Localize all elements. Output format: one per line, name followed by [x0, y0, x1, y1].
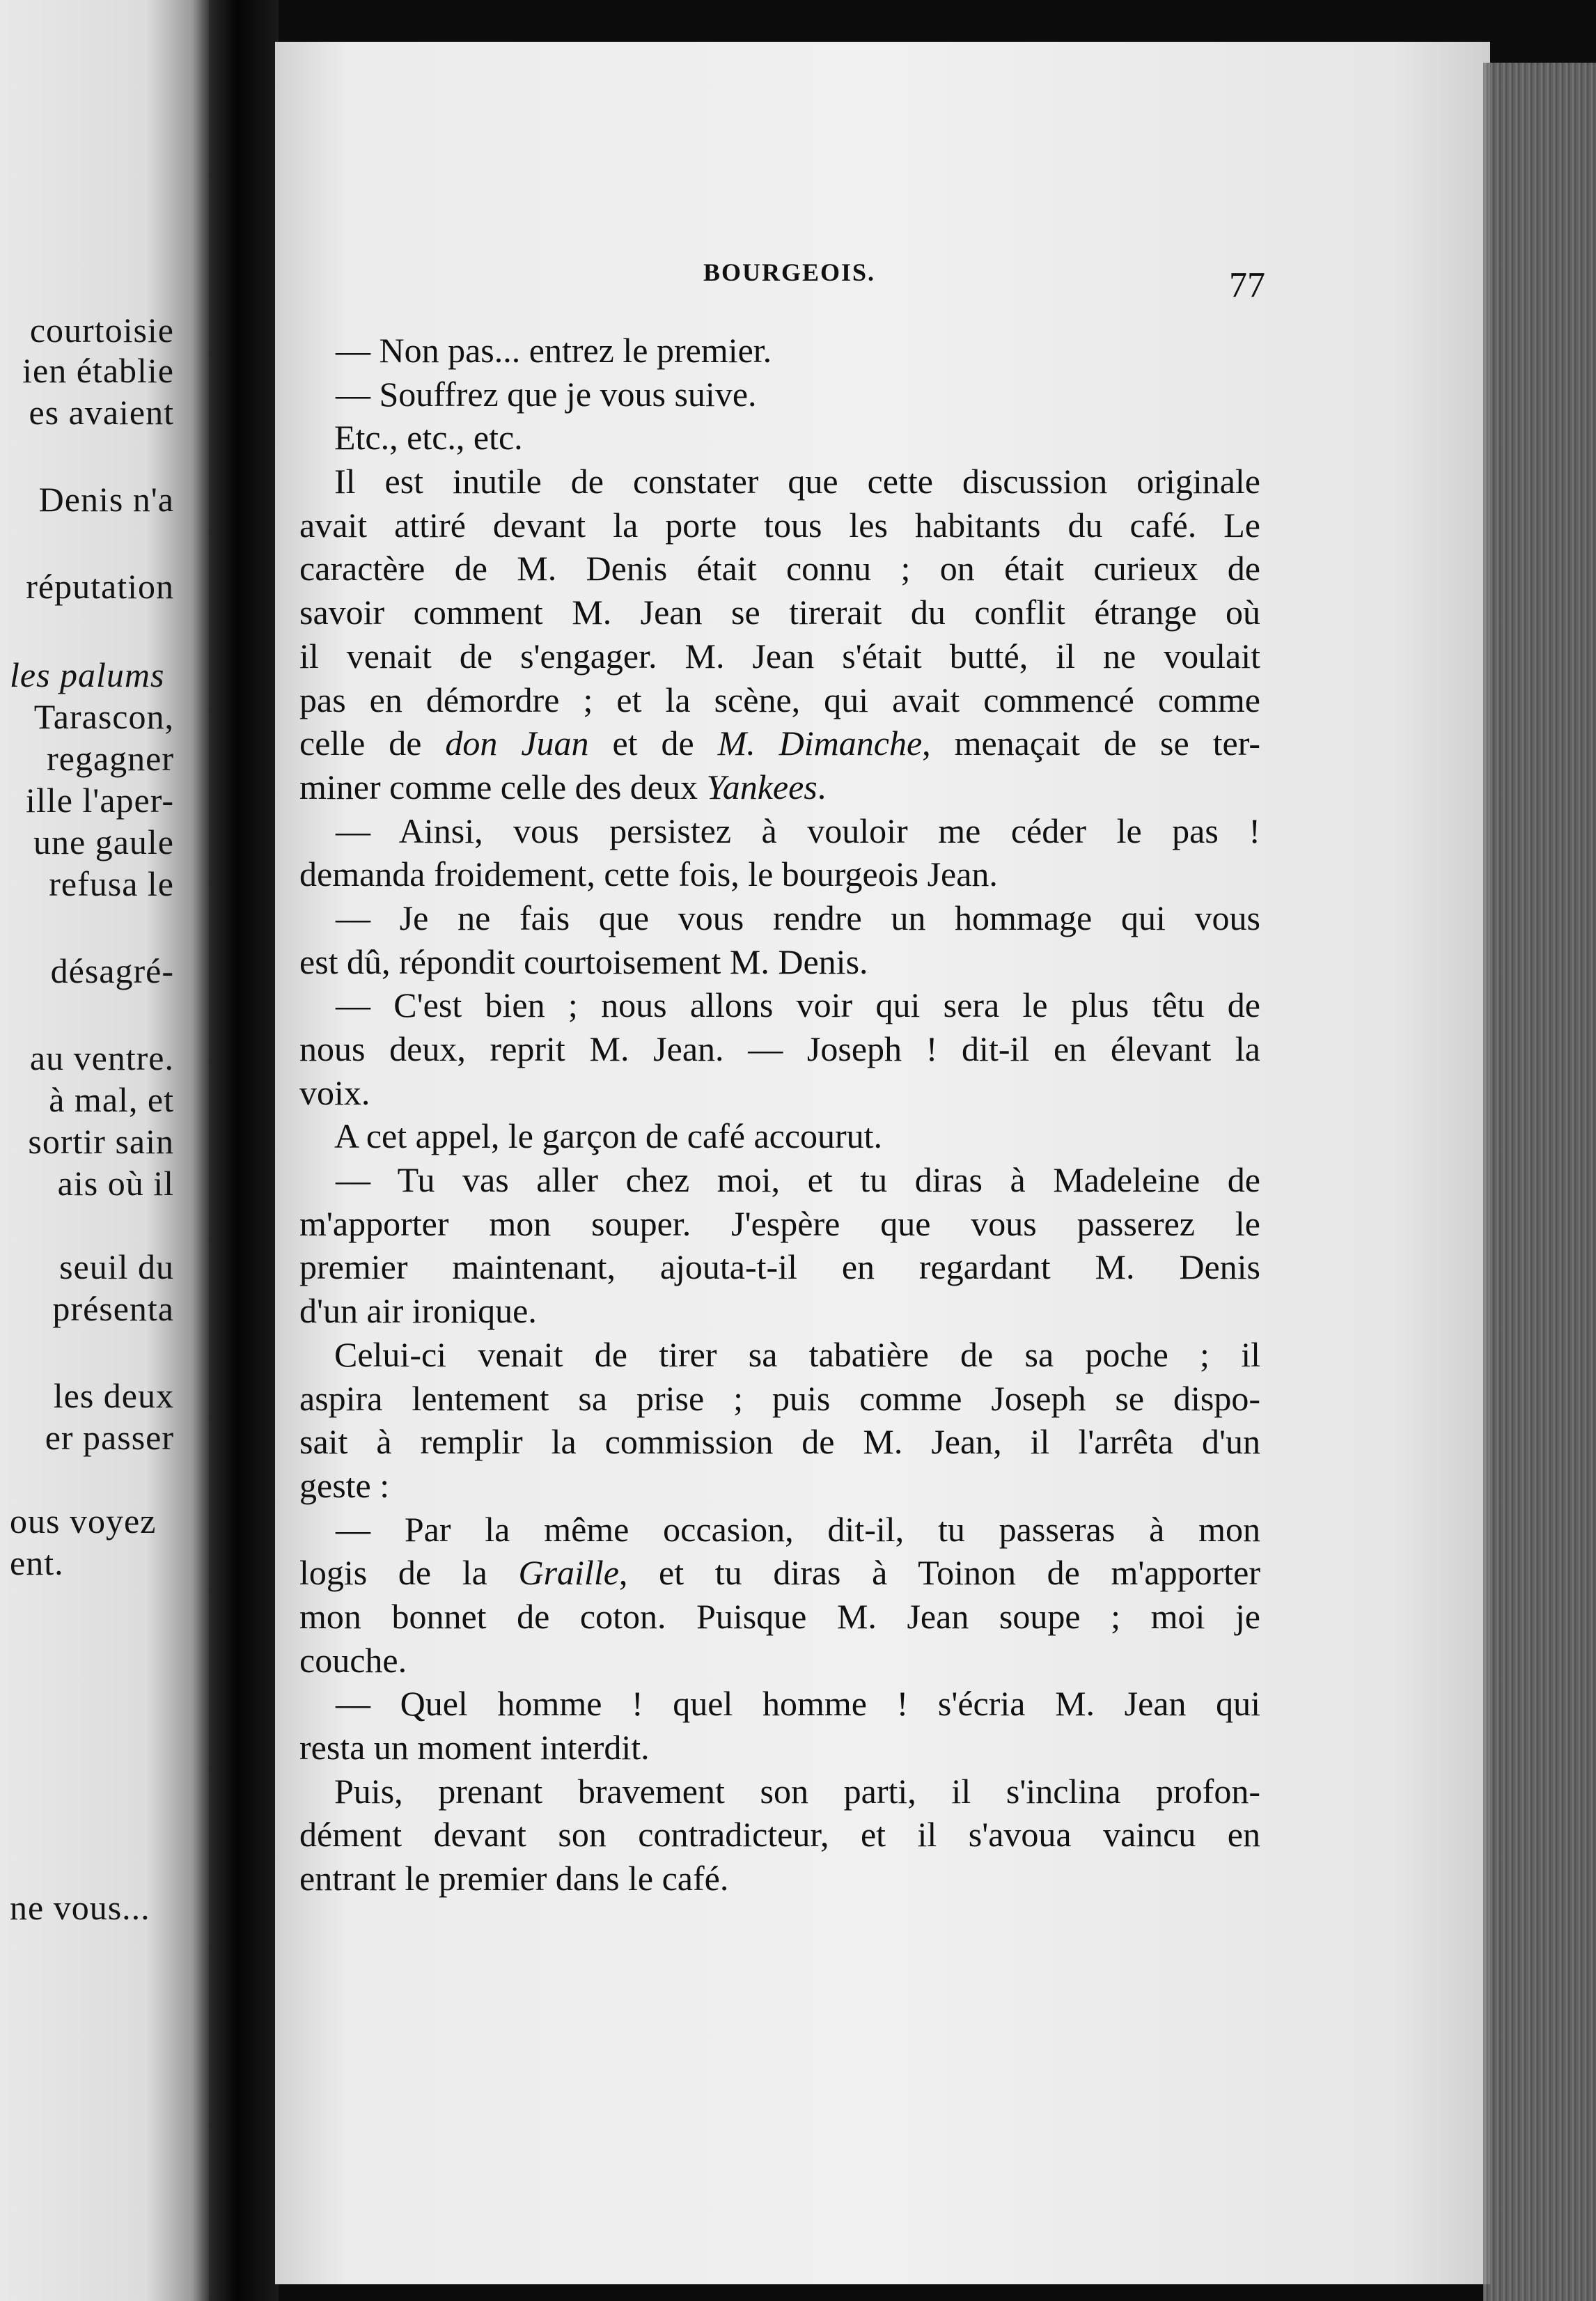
previous-page-line: seuil du — [59, 1247, 174, 1286]
text-run: , et tu diras à Toinon de m'apporter — [618, 1553, 1260, 1593]
previous-page-line: ais où il — [57, 1164, 174, 1203]
text-line: — C'est bien ; nous allons voir qui sera le plus têtu de — [336, 985, 1260, 1025]
text-run: logis de la — [299, 1553, 519, 1593]
text-line: geste : — [299, 1465, 390, 1505]
italic-run: M. Dimanche — [717, 724, 923, 763]
previous-page-line: à mal, et — [49, 1080, 174, 1119]
previous-page-line: ien établie — [22, 351, 174, 390]
previous-page-line: désagré- — [50, 951, 174, 990]
text-line: Celui-ci venait de tirer sa tabatière de sa poche ; il — [334, 1334, 1260, 1374]
previous-page-line: sortir sain — [28, 1122, 174, 1161]
previous-page — [0, 0, 209, 2301]
previous-page-line: er passer — [45, 1418, 174, 1457]
previous-page-line: les deux — [53, 1376, 174, 1415]
page-fore-edge — [1483, 63, 1596, 2301]
text-line: demanda froidement, cette fois, le bourgeois Jean. — [299, 855, 998, 894]
text-run: miner comme celle des deux — [299, 767, 707, 806]
text-line: pas en démordre ; et la scène, qui avait commencé comme — [299, 680, 1260, 719]
text-line — [299, 722, 1260, 765]
text-line: — Tu vas aller chez moi, et tu diras à Madeleine de — [336, 1160, 1260, 1200]
text-line: — Ainsi, vous persistez à vouloir me céder le pas ! — [336, 811, 1260, 850]
previous-page-line: réputation — [26, 567, 174, 606]
text-run: . — [817, 767, 827, 806]
page-number: 77 — [1229, 265, 1265, 305]
text-line: avait attiré devant la porte tous les habitants du café. Le — [299, 505, 1260, 545]
previous-page-line: es avaient — [29, 393, 174, 432]
previous-page-line: ille l'aper- — [26, 781, 174, 820]
previous-page-line: ent. — [10, 1543, 64, 1582]
text-line: — Non pas... entrez le premier. — [336, 331, 772, 370]
previous-page-line: ne vous... — [10, 1888, 150, 1927]
text-line: sait à remplir la commission de M. Jean, il l'arrêta d'un — [299, 1422, 1260, 1462]
text-line: Etc., etc., etc. — [334, 418, 523, 458]
text-line: Puis, prenant bravement son parti, il s'inclina profon- — [334, 1771, 1260, 1811]
previous-page-line: ous voyez — [10, 1502, 157, 1540]
book-gutter — [209, 0, 279, 2301]
text-line: — Par la même occasion, dit-il, tu passeras à mon — [336, 1509, 1260, 1549]
previous-page-line: présenta — [52, 1289, 174, 1328]
text-line: premier maintenant, ajouta-t-il en regardant M. Denis — [299, 1247, 1260, 1287]
text-line: — Souffrez que je vous suive. — [336, 374, 757, 414]
text-line: A cet appel, le garçon de café accourut. — [334, 1116, 883, 1156]
text-line: mon bonnet de coton. Puisque M. Jean soupe ; moi je — [299, 1596, 1260, 1636]
italic-run: Yankees — [706, 767, 817, 806]
previous-page-line: Tarascon, — [33, 697, 174, 736]
previous-page-line: regagner — [47, 739, 174, 778]
italic-run: Graille — [518, 1553, 619, 1593]
previous-page-line: une gaule — [33, 822, 174, 861]
text-line: d'un air ironique. — [299, 1291, 537, 1331]
previous-page-line: au ventre. — [29, 1038, 174, 1077]
text-line: savoir comment M. Jean se tirerait du conflit étrange où — [299, 593, 1260, 632]
text-run: celle de — [299, 724, 446, 763]
text-run: et de — [588, 724, 718, 763]
previous-page-line: Denis n'a — [38, 480, 174, 519]
text-line: — Je ne fais que vous rendre un hommage qui vous — [336, 898, 1260, 937]
text-line: aspira lentement sa prise ; puis comme Joseph se dispo- — [299, 1378, 1260, 1418]
text-line: voix. — [299, 1072, 370, 1112]
text-line: couche. — [299, 1640, 407, 1680]
text-line: dément devant son contradicteur, et il s'avoua vaincu en — [299, 1815, 1260, 1855]
text-line: resta un moment interdit. — [299, 1728, 650, 1767]
text-line: m'apporter mon souper. J'espère que vous passerez le — [299, 1203, 1260, 1243]
previous-page-line: refusa le — [49, 864, 174, 903]
text-line: nous deux, reprit M. Jean. — Joseph ! dit-il en élevant la — [299, 1029, 1260, 1068]
text-line — [299, 1551, 1260, 1595]
text-line: entrant le premier dans le café. — [299, 1859, 729, 1898]
text-run: , menaçait de se ter- — [922, 724, 1261, 763]
text-line — [299, 765, 1260, 809]
text-line: est dû, répondit courtoisement M. Denis. — [299, 942, 868, 981]
page-body — [299, 329, 1260, 1901]
text-line: Il est inutile de constater que cette discussion originale — [334, 462, 1260, 501]
italic-run: don Juan — [445, 724, 589, 763]
previous-page-line: les palums — [10, 655, 165, 694]
running-head: BOURGEOIS. — [703, 258, 876, 286]
previous-page-line: courtoisie — [29, 311, 174, 350]
text-line: — Quel homme ! quel homme ! s'écria M. Jean qui — [336, 1684, 1260, 1724]
text-line: caractère de M. Denis était connu ; on était curieux de — [299, 549, 1260, 588]
text-line: il venait de s'engager. M. Jean s'était butté, il ne voulait — [299, 636, 1260, 676]
